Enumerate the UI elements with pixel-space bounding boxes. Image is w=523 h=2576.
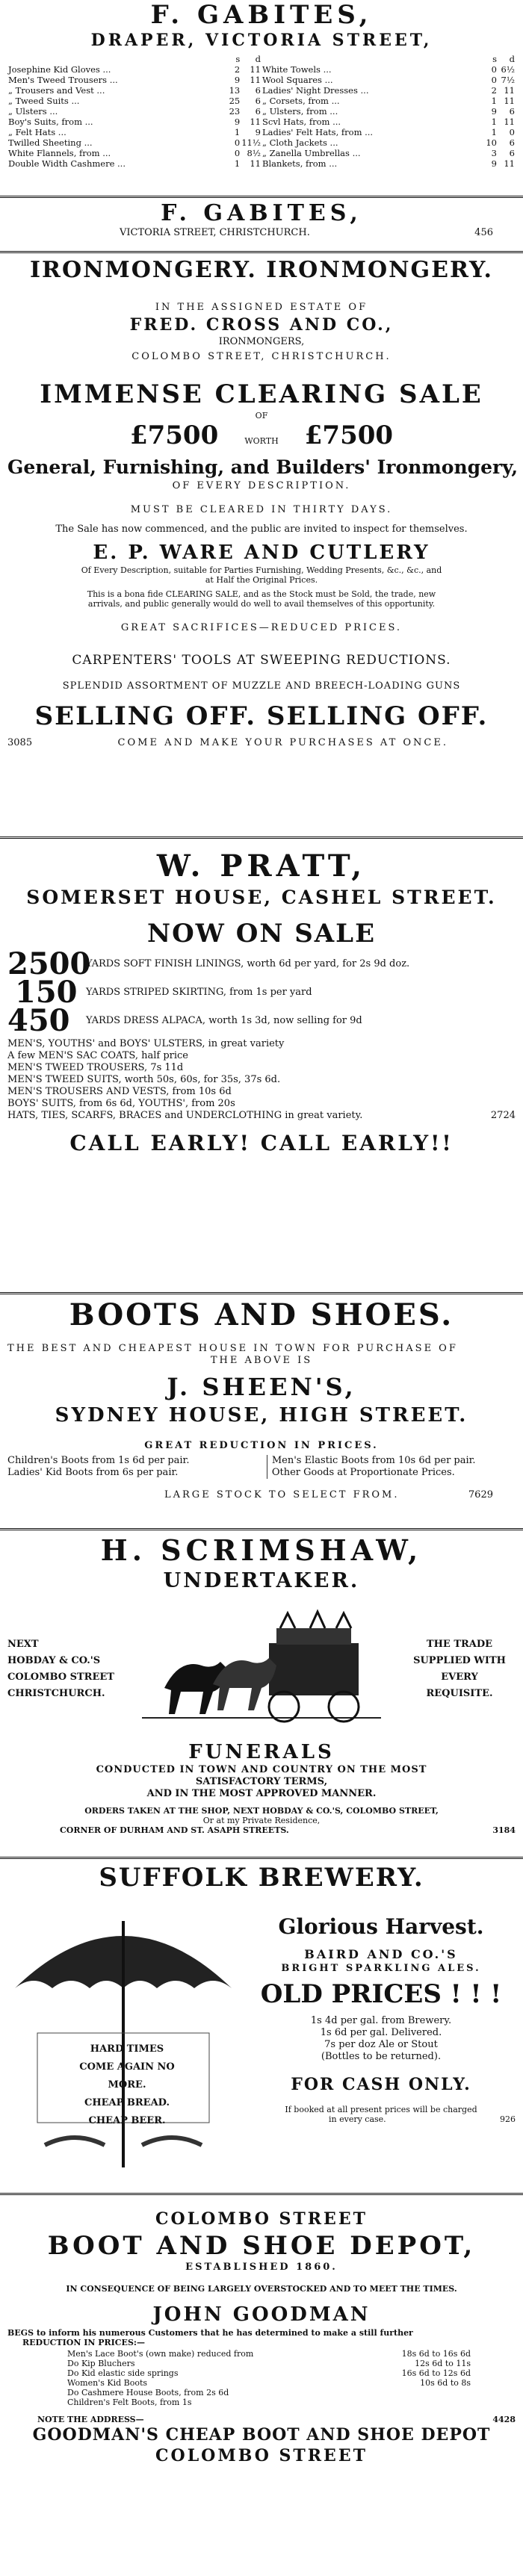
sheen-boots-shoes-ad — [0, 1297, 523, 1522]
price-pence: 7½ — [501, 75, 515, 85]
price-shillings: 1 — [491, 96, 497, 106]
begs-line-1: BEGS to inform his numerous Customers that he has determined to make a still further — [7, 2328, 413, 2338]
bright-ales-line: BRIGHT SPARKLING ALES. — [281, 1963, 481, 1974]
price-shillings: 25 — [229, 96, 241, 106]
old-prices-headline: OLD PRICES ! ! ! — [260, 1979, 502, 2009]
price-pence: 11 — [250, 158, 261, 169]
price-shillings: 9 — [491, 106, 497, 117]
umbrella-text-line: CHEAP BREAD. — [84, 2097, 170, 2108]
must-be-cleared-line: MUST BE CLEARED IN THIRTY DAYS. — [130, 504, 393, 515]
hearse-illustration — [142, 1598, 381, 1740]
orders-line-2: Or at my Private Residence, — [202, 1816, 321, 1825]
price-pence: 11 — [504, 117, 515, 127]
item-price: 16s 6d to 12s 6d — [401, 2368, 471, 2378]
mens-elastic-boots-price: Men's Elastic Boots from 10s 6d per pair. — [271, 1455, 476, 1466]
price-delivered: 1s 6d per gal. Delivered. — [320, 2027, 442, 2038]
w-pratt-ad — [0, 841, 523, 1286]
clearing-sale-headline: IMMENSE CLEARING SALE — [40, 379, 483, 409]
every-description-line: OF EVERY DESCRIPTION. — [172, 480, 351, 491]
item-name: „ Tweed Suits ... — [8, 96, 80, 106]
item-name: „ Ulsters, from ... — [262, 106, 338, 117]
cash-only-line: FOR CASH ONLY. — [291, 2075, 471, 2094]
conducted-line-2: SATISFACTORY TERMS, — [195, 1776, 328, 1787]
conducted-line-1: CONDUCTED IN TOWN AND COUNTRY ON THE MOST — [96, 1764, 427, 1775]
list-item: EVERY — [441, 1672, 478, 1683]
gabites-subtitle: DRAPER, VICTORIA STREET, — [90, 31, 433, 50]
item-name: „ Ulsters ... — [8, 106, 58, 117]
price-pence: 11 — [250, 117, 261, 127]
list-item: MEN'S TROUSERS AND VESTS, from 10s 6d — [7, 1086, 232, 1097]
alpaca-line: YARDS DRESS ALPACA, worth 1s 3d, now selling for 9d — [86, 1015, 362, 1026]
table-row — [7, 64, 262, 75]
table-row — [7, 96, 262, 106]
gabites-price-table-right: s d White Towels ... 0 6½ Wool Squares ... 0 7½ Ladies' Night Dresses ... 2 11 „ Corsets, from ... 1 11 „ Ulsters, from ... 9 6 Scvl Hats, from ... 1 11 Ladies' Felt Hats, from ... 1 0 „ Cloth Jackets ... 10 6 „ Zanella Umbrellas ... 3 6 Blankets, from ... 9 11 — [262, 54, 515, 169]
umbrella-text-line: CHEAP BEER. — [88, 2115, 166, 2126]
carpenters-tools-line: CARPENTERS' TOOLS AT SWEEPING REDUCTIONS. — [72, 653, 451, 668]
umbrella-text-line: MORE. — [108, 2079, 146, 2091]
established-line: ESTABLISHED 1860. — [185, 2262, 338, 2273]
list-item: A few MEN'S SAC COATS, half price — [7, 1050, 188, 1061]
table-row — [7, 117, 262, 127]
booked-line-1: If booked at all present prices will be charged — [285, 2105, 477, 2114]
gabites-address-ad — [0, 200, 523, 248]
orders-line-1: ORDERS TAKEN AT THE SHOP, NEXT HOBDAY & CO.'S, COLOMBO STREET, — [84, 1806, 439, 1816]
conducted-line-3: AND IN THE MOST APPROVED MANNER. — [146, 1788, 377, 1799]
scrimshaw-trade-text — [403, 1636, 516, 1702]
list-item: SUPPLIED WITH — [413, 1655, 506, 1666]
sheen-address: SYDNEY HOUSE, HIGH STREET. — [55, 1404, 468, 1427]
price-shillings: 0 — [491, 75, 497, 85]
orders-line-3: CORNER OF DURHAM AND ST. ASAPH STREETS. — [60, 1825, 289, 1835]
goodman-address-line-1: GOODMAN'S CHEAP BOOT AND SHOE DEPOT — [32, 2425, 491, 2445]
call-early-headline: CALL EARLY! CALL EARLY!! — [69, 1131, 454, 1155]
list-item — [67, 2349, 471, 2359]
divider-rule — [0, 251, 523, 253]
item-name: Blankets, from ... — [262, 158, 338, 169]
umbrella-illustration — [7, 1899, 239, 2182]
ironmongers-line: IRONMONGERS, — [218, 336, 305, 347]
item-price: 12s 6d to 11s — [415, 2359, 471, 2368]
sale-commenced-line: The Sale has now commenced, and the public are invited to inspect for themselves. — [55, 524, 468, 535]
price-shillings: 9 — [491, 158, 497, 169]
selling-off-headline: SELLING OFF. SELLING OFF. — [34, 701, 489, 731]
item-name: Do Cashmere House Boots, from 2s 6d — [67, 2388, 229, 2397]
price-pence: 11 — [504, 85, 515, 96]
ad-reference-number: 7629 — [468, 1489, 493, 1500]
gabites-title: F. GABITES, — [150, 0, 373, 30]
begs-line-2: REDUCTION IN PRICES:— — [22, 2338, 145, 2347]
price-pence: 6 — [255, 85, 261, 96]
item-name: „ Trousers and Vest ... — [8, 85, 105, 96]
quantity-150: 150 — [15, 975, 78, 1010]
ad-reference-number: 456 — [474, 227, 493, 238]
item-name: Ladies' Night Dresses ... — [262, 85, 369, 96]
price-shillings: 13 — [229, 85, 241, 96]
bona-fide-line-2: arrivals, and public generally would do well to avail themselves of this opportunity. — [87, 599, 436, 609]
ep-description-1: Of Every Description, suitable for Parties Furnishing, Wedding Presents, &c., &c., and — [81, 565, 442, 575]
glorious-harvest-heading: Glorious Harvest. — [278, 1914, 484, 1939]
general-ironmongery-line: General, Furnishing, and Builders' Ironmongery, — [7, 456, 519, 478]
item-name: Children's Felt Boots, from 1s — [67, 2397, 192, 2407]
table-row — [262, 85, 516, 96]
linings-line: YARDS SOFT FINISH LININGS, worth 6d per yard, for 2s 9d doz. — [86, 958, 410, 969]
scrimshaw-title: H. SCRIMSHAW, — [100, 1533, 423, 1567]
table-row — [262, 106, 516, 117]
table-row — [7, 158, 262, 169]
price-shillings: 1 — [491, 127, 497, 137]
table-row — [262, 64, 516, 75]
item-name: „ Zanella Umbrellas ... — [262, 148, 361, 158]
price-shillings: 1 — [234, 158, 241, 169]
table-row — [7, 127, 262, 137]
table-row — [262, 96, 516, 106]
item-name: Double Width Cashmere ... — [8, 158, 126, 169]
other-goods-line: Other Goods at Proportionate Prices. — [271, 1467, 455, 1478]
ad-reference-number: 2724 — [490, 1110, 516, 1121]
item-price: 18s 6d to 16s 6d — [401, 2349, 471, 2359]
price-dozen: 7s per doz Ale or Stout — [324, 2039, 438, 2050]
table-row — [7, 137, 262, 148]
list-item — [67, 2388, 471, 2397]
quantity-2500: 2500 — [7, 946, 91, 981]
item-name: Wool Squares ... — [262, 75, 333, 85]
price-pence: 0 — [509, 127, 515, 137]
item-name: Do Kip Bluchers — [67, 2359, 135, 2368]
divider-rule — [0, 2193, 523, 2195]
amount-right: £7500 — [304, 420, 394, 450]
list-item: NEXT — [7, 1639, 39, 1650]
price-pence: 6 — [509, 148, 515, 158]
price-shillings: 9 — [234, 117, 241, 127]
list-item: MEN'S, YOUTHS' and BOYS' ULSTERS, in great variety — [7, 1038, 285, 1049]
table-row — [262, 75, 516, 85]
suffolk-title: SUFFOLK BREWERY. — [99, 1863, 424, 1893]
goodman-price-list — [7, 2349, 516, 2407]
table-row — [262, 137, 516, 148]
boot-shoe-depot-title: BOOT AND SHOE DEPOT, — [47, 2231, 476, 2261]
ad-reference-number: 3184 — [492, 1825, 516, 1835]
goodman-boot-depot-ad — [0, 2197, 523, 2576]
quantity-450: 450 — [7, 1003, 70, 1038]
price-shillings: 0 — [491, 64, 497, 75]
price-shillings: 0 — [234, 137, 241, 148]
note-address-line: NOTE THE ADDRESS— — [37, 2415, 144, 2424]
item-name: „ Cloth Jackets ... — [262, 137, 338, 148]
item-name: Men's Lace Boot's (own make) reduced from — [67, 2349, 254, 2359]
now-on-sale-heading: NOW ON SALE — [146, 919, 376, 949]
divider-rule — [0, 1292, 523, 1294]
list-item: CHRISTCHURCH. — [7, 1688, 105, 1699]
amount-left: £7500 — [129, 420, 219, 450]
ladies-kid-boots-price: Ladies' Kid Boots from 6s per pair. — [7, 1467, 179, 1478]
price-pence: 6 — [255, 106, 261, 117]
bottles-returned: (Bottles to be returned). — [321, 2051, 442, 2062]
divider-rule — [0, 837, 523, 839]
suffolk-brewery-ad — [0, 1861, 523, 2187]
great-sacrifices-line: GREAT SACRIFICES—REDUCED PRICES. — [120, 622, 403, 633]
ad-reference-number: 3085 — [7, 737, 33, 748]
price-shillings: 10 — [486, 137, 497, 148]
price-pence: 9 — [255, 127, 261, 137]
price-shillings: 23 — [229, 106, 241, 117]
table-row — [262, 148, 516, 158]
childrens-boots-price: Children's Boots from 1s 6d per pair. — [7, 1455, 190, 1466]
table-row — [7, 75, 262, 85]
price-shillings: 1 — [234, 127, 241, 137]
scrimshaw-undertaker-ad — [0, 1533, 523, 1851]
funerals-heading: FUNERALS — [188, 1741, 335, 1763]
divider-rule — [0, 196, 523, 198]
list-item — [7, 1110, 516, 1122]
divider-rule — [0, 1528, 523, 1530]
undertaker-heading: UNDERTAKER. — [163, 1569, 360, 1592]
item-name: Boy's Suits, from ... — [8, 117, 93, 127]
table-row — [262, 127, 516, 137]
come-purchase-line: COME AND MAKE YOUR PURCHASES AT ONCE. — [117, 737, 448, 748]
list-item: REQUISITE. — [426, 1688, 493, 1699]
list-item-text: HATS, TIES, SCARFS, BRACES and UNDERCLOTHING in great variety. — [7, 1110, 363, 1121]
umbrella-text-line: HARD TIMES — [90, 2043, 164, 2055]
item-name: Scvl Hats, from ... — [262, 117, 341, 127]
price-brewery: 1s 4d per gal. from Brewery. — [310, 2015, 452, 2026]
pratt-title: W. PRATT, — [156, 848, 367, 884]
ironmongery-clearing-sale-ad — [0, 255, 523, 831]
list-item: THE TRADE — [426, 1639, 493, 1650]
ep-description-2: at Half the Original Prices. — [205, 575, 318, 585]
of-word: OF — [255, 411, 268, 420]
item-price: 10s 6d to 8s — [420, 2378, 471, 2388]
colombo-street-line: COLOMBO STREET, CHRISTCHURCH. — [131, 351, 392, 362]
list-item — [67, 2397, 471, 2407]
item-name: Do Kid elastic side springs — [67, 2368, 179, 2378]
price-pence: 6 — [509, 106, 515, 117]
overstocked-line: IN CONSEQUENCE OF BEING LARGELY OVERSTOCKED AND TO MEET THE TIMES. — [66, 2284, 457, 2294]
ad-reference-number: 926 — [500, 2114, 516, 2124]
item-name: White Towels ... — [262, 64, 332, 75]
divider-rule — [0, 1857, 523, 1859]
gabites-draper-ad — [0, 0, 523, 194]
price-shillings: 2 — [491, 85, 497, 96]
item-name: „ Felt Hats ... — [8, 127, 66, 137]
best-cheapest-line: THE BEST AND CHEAPEST HOUSE IN TOWN FOR PURCHASE OF — [7, 1343, 458, 1354]
gabites-title-2: F. GABITES, — [161, 200, 362, 226]
scrimshaw-location-text — [7, 1636, 120, 1702]
ad-reference-number: 4428 — [492, 2415, 516, 2424]
price-shillings: 3 — [491, 148, 497, 158]
gabites-price-table-left: s d Josephine Kid Gloves ... 2 11 Men's Tweed Trousers ... 9 11 „ Trousers and Vest ... 13 6 „ Tweed Suits ... 25 6 „ Ulsters ... 23 6 Boy's Suits, from ... 9 11 „ Felt Hats ... 1 9 Twilled Sheeting ... 0 11½ White Flannels, from ... 0 8½ Double Width Cashmere ... 1 11 — [8, 54, 261, 169]
pratt-goods-list — [7, 1038, 516, 1122]
colombo-street-heading: COLOMBO STREET — [155, 2209, 368, 2229]
item-name: Twilled Sheeting ... — [8, 137, 93, 148]
fred-cross-name: FRED. CROSS AND CO., — [129, 315, 394, 335]
umbrella-text-line: COME AGAIN NO — [79, 2061, 175, 2073]
price-pence: 11 — [250, 75, 261, 85]
price-pence: 8½ — [247, 148, 261, 158]
list-item: MEN'S TWEED TROUSERS, 7s 11d — [7, 1062, 184, 1073]
item-name: Women's Kid Boots — [67, 2378, 148, 2388]
price-shillings: 0 — [234, 148, 241, 158]
ep-ware-cutlery-heading: E. P. WARE AND CUTLERY — [93, 541, 430, 564]
item-name: Men's Tweed Trousers ... — [8, 75, 118, 85]
skirting-line: YARDS STRIPED SKIRTING, from 1s per yard — [86, 987, 312, 998]
table-row — [7, 85, 262, 96]
list-item: COLOMBO STREET — [7, 1672, 114, 1683]
item-name: Ladies' Felt Hats, from ... — [262, 127, 374, 137]
list-item — [67, 2368, 471, 2378]
price-pence: 6 — [255, 96, 261, 106]
price-shillings: 9 — [234, 75, 241, 85]
list-item — [67, 2359, 471, 2368]
list-item: HOBDAY & CO.'S — [7, 1655, 101, 1666]
price-pence: 11 — [504, 158, 515, 169]
table-row — [7, 106, 262, 117]
large-stock-line: LARGE STOCK TO SELECT FROM. — [164, 1489, 400, 1500]
boots-shoes-title: BOOTS AND SHOES. — [69, 1297, 454, 1332]
booked-line-2: in every case. — [329, 2114, 386, 2124]
list-item — [67, 2378, 471, 2388]
table-row — [262, 117, 516, 127]
price-pence: 11 — [504, 96, 515, 106]
goodman-address-line-2: COLOMBO STREET — [155, 2446, 368, 2465]
item-name: White Flannels, from ... — [8, 148, 111, 158]
gabites-address: VICTORIA STREET, CHRISTCHURCH. — [120, 227, 310, 238]
baird-and-co-line: BAIRD AND CO.'S — [304, 1947, 458, 1961]
price-shillings: 2 — [234, 64, 241, 75]
list-item: MEN'S TWEED SUITS, worth 50s, 60s, for 35s, 37s 6d. — [7, 1074, 281, 1085]
worth-word: WORTH — [244, 436, 279, 446]
list-item: BOYS' SUITS, from 6s 6d, YOUTHS', from 20s — [7, 1098, 235, 1109]
assigned-estate-line: IN THE ASSIGNED ESTATE OF — [155, 302, 368, 313]
pratt-address: SOMERSET HOUSE, CASHEL STREET. — [26, 887, 497, 908]
price-pence: 11 — [250, 64, 261, 75]
price-pence: 6½ — [501, 64, 515, 75]
great-reduction-line: GREAT REDUCTION IN PRICES. — [144, 1440, 379, 1451]
price-pence: 11½ — [241, 137, 261, 148]
table-row — [262, 158, 516, 169]
john-goodman-name: JOHN GOODMAN — [152, 2303, 371, 2326]
price-pence: 6 — [509, 137, 515, 148]
item-name: „ Corsets, from ... — [262, 96, 340, 106]
guns-assortment-line: SPLENDID ASSORTMENT OF MUZZLE AND BREECH-LOADING GUNS — [62, 680, 461, 692]
table-row — [7, 148, 262, 158]
ironmongery-title: IRONMONGERY. IRONMONGERY. — [30, 257, 493, 283]
sheen-name: J. SHEEN'S, — [167, 1373, 356, 1401]
bona-fide-line-1: This is a bona fide CLEARING SALE, and as the Stock must be Sold, the trade, new — [87, 589, 436, 599]
price-shillings: 1 — [491, 117, 497, 127]
above-is-line: THE ABOVE IS — [210, 1355, 313, 1366]
item-name: Josephine Kid Gloves ... — [8, 64, 111, 75]
